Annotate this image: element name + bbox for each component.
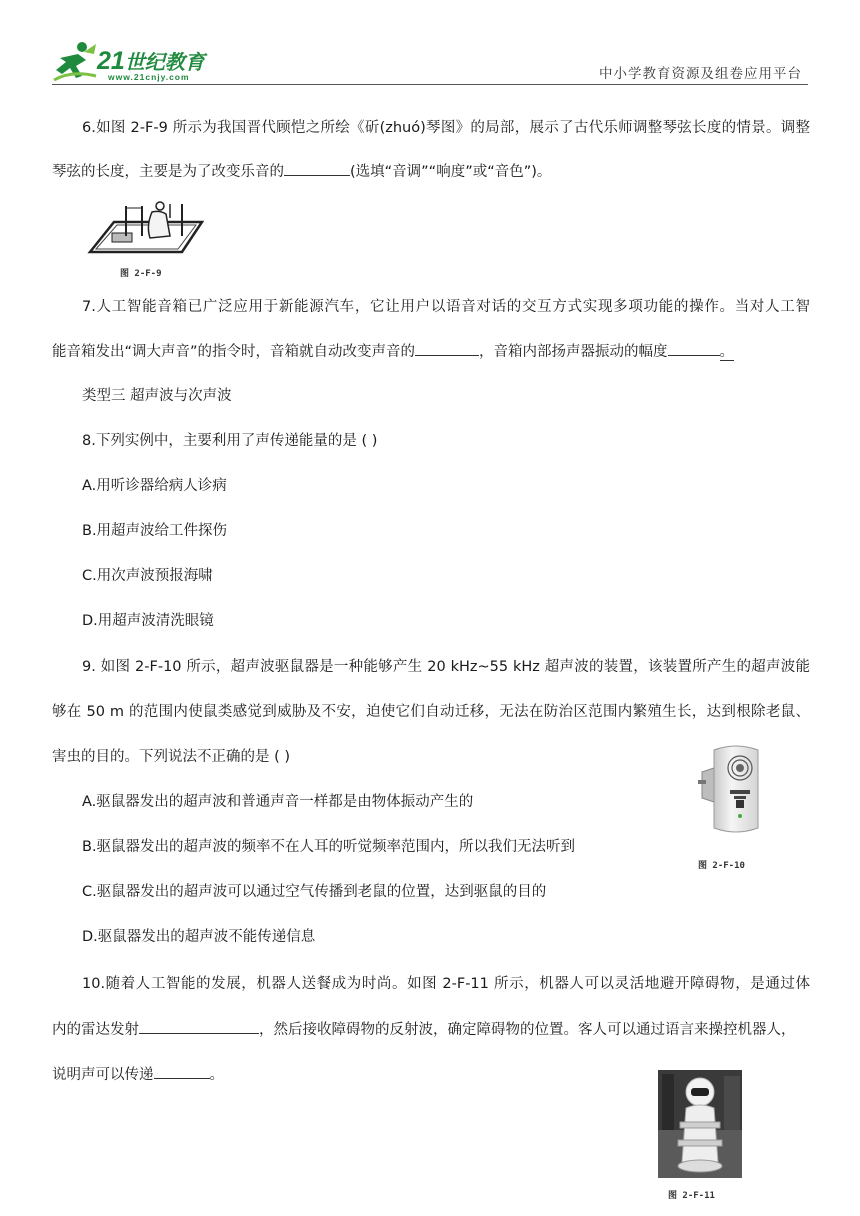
figure-caption-2f10: 图 2-F-10	[698, 861, 745, 871]
q10-line1: 10.随着人工智能的发展，机器人送餐成为时尚。如图 2-F-11 所示，机器人可以灵活地避开障碍物，是通过体	[82, 976, 810, 992]
q8-stem: 8.下列实例中，主要利用了声传递能量的是 ( )	[82, 433, 378, 449]
q10-answer-blank-2[interactable]	[154, 1064, 210, 1079]
q10-line3: 说明声可以传递 。	[52, 1064, 224, 1085]
q6-answer-blank[interactable]	[284, 161, 350, 176]
q8-option-b[interactable]: B.用超声波给工件探伤	[82, 523, 228, 539]
q9-option-d[interactable]: D.驱鼠器发出的超声波不能传递信息	[82, 929, 316, 945]
q7-answer-blank-1[interactable]	[415, 341, 479, 356]
figure-caption-2f9: 图 2-F-9	[120, 269, 162, 279]
figure-caption-2f11: 图 2-F-11	[668, 1191, 715, 1201]
q9-line3: 害虫的目的。下列说法不正确的是 ( )	[52, 749, 291, 765]
logo-url: www.21cnjy.com	[108, 72, 190, 82]
section-title-type3: 类型三 超声波与次声波	[82, 388, 232, 404]
q9-option-a[interactable]: A.驱鼠器发出的超声波和普通声音一样都是由物体振动产生的	[82, 794, 474, 810]
q10-answer-blank-1[interactable]	[139, 1019, 259, 1034]
q10-line2: 内的雷达发射 ，然后接收障碍物的反射波，确定障碍物的位置。客人可以通过语言来操控机器人，	[52, 1019, 796, 1040]
q8-option-d[interactable]: D.用超声波清洗眼镜	[82, 613, 214, 629]
q9-line1: 9. 如图 2-F-10 所示，超声波驱鼠器是一种能够产生 20 kHz~55 kHz 超声波的装置，该装置所产生的超声波能	[82, 659, 810, 675]
header-divider	[52, 84, 808, 85]
q8-option-c[interactable]: C.用次声波预报海啸	[82, 568, 213, 584]
serving-robot-figure	[658, 1070, 742, 1178]
q6-line2: 琴弦的长度，主要是为了改变乐音的 (选填“音调”“响度”或“音色”)。	[52, 161, 551, 182]
q6-line1: 6.如图 2-F-9 所示为我国晋代顾恺之所绘《斫(zhuó)琴图》的局部，展示了古代乐师调整琴弦长度的情景。调整	[82, 120, 810, 136]
platform-name: 中小学教育资源及组卷应用平台	[599, 66, 802, 82]
logo	[52, 40, 222, 84]
logo-text: 21世纪教育	[97, 47, 205, 75]
ultrasonic-repeller-figure	[696, 742, 764, 838]
q9-option-b[interactable]: B.驱鼠器发出的超声波的频率不在人耳的听觉频率范围内，所以我们无法听到	[82, 839, 576, 855]
zhuoqin-painting-figure	[86, 196, 204, 258]
q8-option-a[interactable]: A.用听诊器给病人诊病	[82, 478, 227, 494]
q7-line1: 7.人工智能音箱已广泛应用于新能源汽车，它让用户以语音对话的交互方式实现多项功能的操作。当对人工智	[82, 299, 810, 315]
q9-line2: 够在 50 m 的范围内使鼠类感觉到威胁及不安，迫使它们自动迁移，无法在防治区范围内繁殖生长，达到根除老鼠、	[52, 704, 810, 720]
runner-logo-icon	[52, 40, 98, 84]
q7-line2: 能音箱发出“调大声音”的指令时，音箱就自动改变声音的 ，音箱内部扬声器振动的幅度 。	[52, 341, 734, 362]
q7-answer-blank-2[interactable]	[668, 341, 720, 356]
q9-option-c[interactable]: C.驱鼠器发出的超声波可以通过空气传播到老鼠的位置，达到驱鼠的目的	[82, 884, 547, 900]
